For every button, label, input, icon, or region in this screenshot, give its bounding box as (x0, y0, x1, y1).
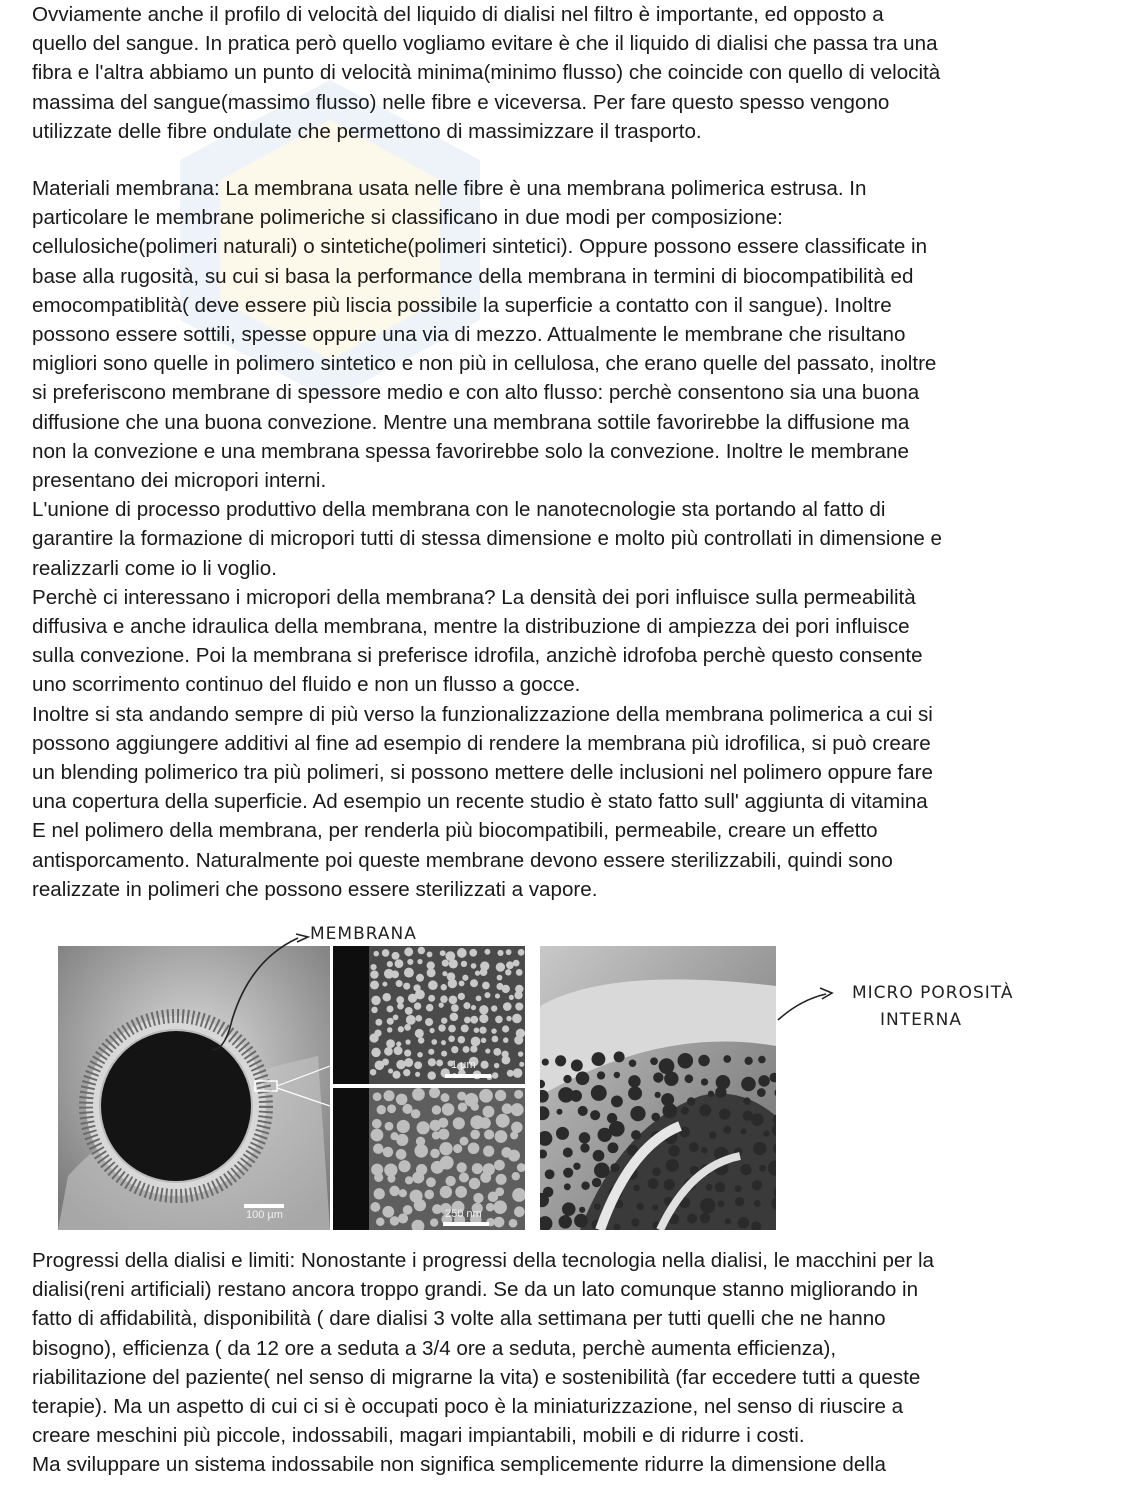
text-line: sulla convezione. Poi la membrana si preferisce idrofila, anzichè idrofoba perchè questo consente (32, 644, 923, 668)
text-line: si preferiscono membrane di spessore medio e con alto flusso: perchè consentono sia una buona (32, 381, 920, 405)
text-line: utilizzate delle fibre ondulate che permettono di massimizzare il trasporto. (32, 119, 702, 143)
annotation-membrana: MEMBRANA (310, 924, 417, 944)
paragraph-3 (32, 1246, 1132, 1480)
text-line: realizzarli come io li voglio. (32, 556, 277, 580)
annotation-microporosita: MICRO POROSITÀ (852, 983, 1014, 1003)
text-line: migliori sono quelle in polimero sintetico e non più in cellulosa, che erano quelle del passato, inoltre (32, 352, 937, 376)
text-line: quello del sangue. In pratica però quello vogliamo evitare è che il liquido di dialisi che passa tra una (32, 32, 938, 56)
text-line: emocompatiblità( deve essere più liscia possibile la superficie a contatto con il sangue). Inoltre (32, 293, 892, 317)
text-line: possono essere sottili, spesse oppure una via di mezzo. Attualmente le membrane che risultano (32, 323, 906, 347)
text-line: un blending polimerico tra più polimeri, si possono mettere delle inclusioni nel polimero oppure fare (32, 761, 933, 785)
text-line: garantire la formazione di micropori tutti di stessa dimensione e molto più controllati in dimensione e (32, 527, 943, 551)
text-line: particolare le membrane polimeriche si classificano in due modi per composizione: (32, 206, 783, 230)
membrane-surface-image (333, 946, 525, 1230)
annotation-interna: INTERNA (880, 1010, 963, 1030)
text-line: E nel polimero della membrana, per renderla più biocompatibili, permeabile, creare un effetto (32, 819, 878, 843)
text-line: possono aggiungere additivi al fine ad esempio di rendere la membrana più idrofilica, si può creare (32, 731, 931, 755)
text-line: antisporcamento. Naturalmente poi queste membrane devono essere sterilizzabili, quindi sono (32, 848, 893, 872)
text-line: una copertura della superficie. Ad esempio un recente studio è stato fatto sull' aggiunta di vitamina (32, 790, 928, 814)
scale-bar-label: 1 µm (451, 1059, 476, 1071)
text-line: fatto di affidabilità, disponibilità ( dare dialisi 3 volte alla settimana per tutti quelli che ne hanno (32, 1307, 886, 1331)
text-line: Ovviamente anche il profilo di velocità del liquido di dialisi nel filtro è importante, ed opposto a (32, 3, 884, 26)
text-line: cellulosiche(polimeri naturali) o sintetiche(polimeri sintetici). Oppure possono essere classificate in (32, 235, 928, 259)
text-line: diffusione che una buona convezione. Mentre una membrana sottile favorirebbe la diffusione ma (32, 410, 910, 434)
text-line: riabilitazione del paziente( nel senso di migrarne la vita) e sostenibilità (far eccedere tutti a queste (32, 1365, 921, 1389)
paragraph-2 (32, 174, 1132, 904)
text-line: bisogno), efficienza ( da 12 ore a seduta a 3/4 ore a seduta, perchè aumenta efficienza), (32, 1336, 837, 1360)
text-line: non la convezione e una membrana spessa favorirebbe solo la convezione. Inoltre le membrane (32, 439, 909, 463)
text-line: realizzate in polimeri che possono essere sterilizzati a vapore. (32, 877, 598, 901)
text-line: terapie). Ma un aspetto di cui ci si è occupati poco è la miniaturizzazione, nel senso di riuscire a (32, 1395, 904, 1419)
text-line: presentano dei micropori interni. (32, 469, 327, 493)
text-line: massima del sangue(massimo flusso) nelle fibre e viceversa. Per fare questo spesso vengono (32, 90, 890, 114)
text-line: fibra e l'altra abbiamo un punto di velocità minima(minimo flusso) che coincide con quello di velocità (32, 61, 941, 85)
text-line: dialisi(reni artificiali) restano ancora troppo grandi. Se da un lato comunque stanno migliorando in (32, 1278, 919, 1302)
text-line: Inoltre si sta andando sempre di più verso la funzionalizzazione della membrana polimerica a cui si (32, 702, 933, 726)
text-line: Ma sviluppare un sistema indossabile non significa semplicemente ridurre la dimensione della (32, 1453, 886, 1477)
text-line: Progressi della dialisi e limiti: Nonostante i progressi della tecnologia nella dialisi, le macchini per la (32, 1249, 934, 1272)
text-line: base alla rugosità, su cui si basa la performance della membrana in termini di biocompatibilità ed (32, 264, 914, 288)
scale-bar-label: 250 nm (445, 1208, 482, 1220)
scale-bar-label: 100 µm (246, 1209, 283, 1221)
text-line: Perchè ci interessano i micropori della membrana? La densità dei pori influisce sulla permeabilità (32, 585, 916, 609)
text-line: uno scorrimento continuo del fluido e non un flusso a gocce. (32, 673, 581, 697)
paragraph-1 (32, 0, 1132, 146)
text-line: diffusiva e anche idraulica della membrana, mentre la distribuzione di ampiezza dei pori influisce (32, 615, 910, 639)
fiber-cross-section-image (58, 946, 330, 1230)
text-line: L'unione di processo produttivo della membrana con le nanotecnologie sta portando al fatto di (32, 498, 886, 522)
internal-microporosity-image (540, 946, 776, 1230)
membrane-figure (58, 946, 776, 1230)
text-line: Materiali membrana: La membrana usata nelle fibre è una membrana polimerica estrusa. In (32, 177, 867, 200)
text-line: creare meschini più piccole, indossabili, magari impiantabili, mobili e di ridurre i costi. (32, 1424, 805, 1448)
